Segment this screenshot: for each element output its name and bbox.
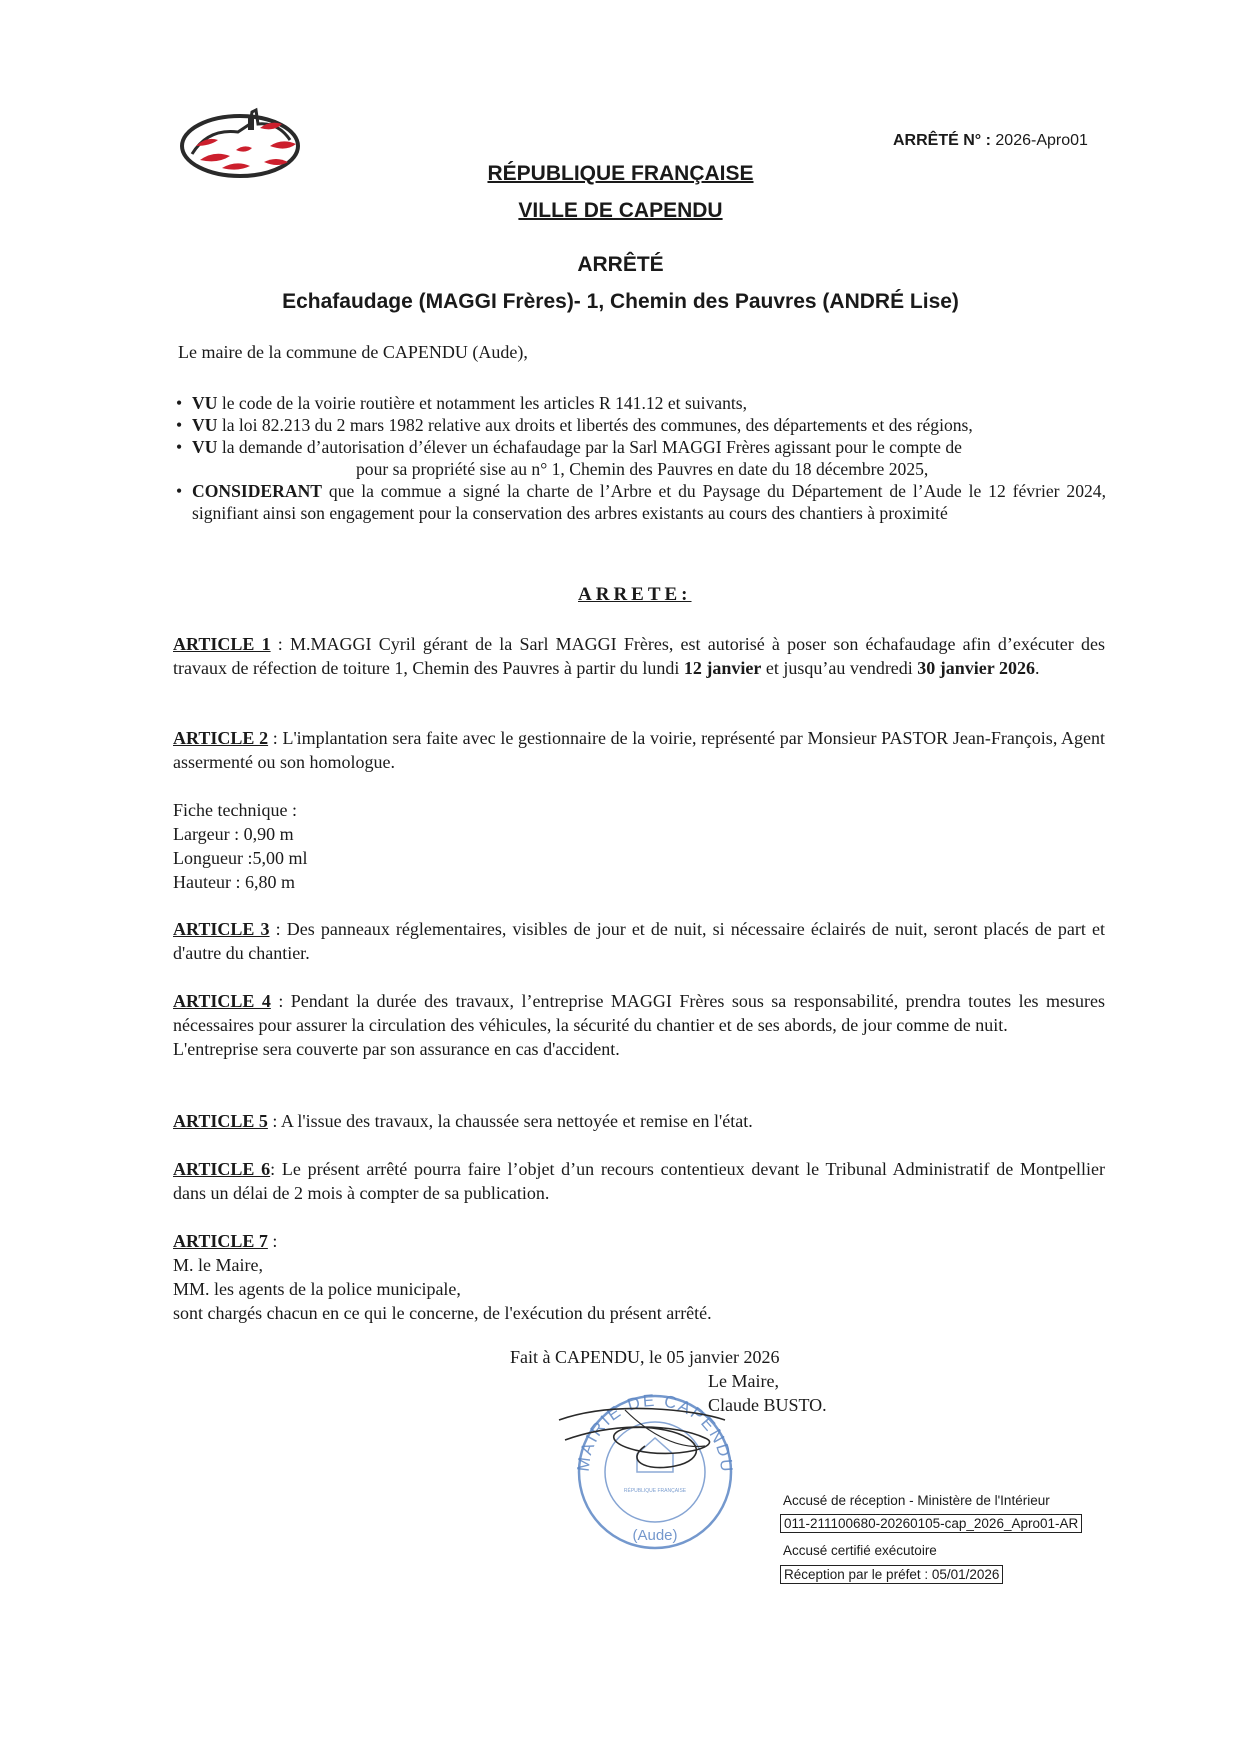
city-text: VILLE DE CAPENDU xyxy=(518,199,723,222)
article-label: ARTICLE 2 xyxy=(173,728,269,748)
visa-item xyxy=(176,414,1106,436)
article-label: ARTICLE 4 xyxy=(173,991,271,1011)
article-label: ARTICLE 1 xyxy=(173,634,271,654)
article-text: : xyxy=(267,1231,278,1251)
fiche-longueur: Longueur :5,00 ml xyxy=(173,848,308,868)
article-7 xyxy=(173,1229,1105,1325)
article-text: : Pendant la durée des travaux, l’entreprise MAGGI Frères sous sa responsabilité, prendra toutes les mesures nécessaires pour assurer la circulation des véhicules, la sécurité du chantier et de ses abords, de jour comme de nuit. xyxy=(173,991,1106,1035)
article-label: ARTICLE 3 xyxy=(173,919,270,939)
signature-name: Claude BUSTO. xyxy=(708,1395,827,1415)
article-text: : Le présent arrêté pourra faire l’objet d’un recours contentieux devant le Tribunal Administratif de Montpellier dans un délai de 2 mois à compter de sa publication. xyxy=(173,1159,1106,1203)
visa-lead: CONSIDERANT xyxy=(192,481,323,501)
article-text: . xyxy=(1034,658,1040,678)
accuse-certified: Accusé certifié exécutoire xyxy=(783,1543,937,1558)
start-date: 12 janvier xyxy=(683,658,762,678)
arrete-reference xyxy=(893,132,1088,150)
visa-text: le code de la voirie routière et notamment les articles R 141.12 et suivants, xyxy=(217,393,748,413)
article-label: ARTICLE 6 xyxy=(173,1159,271,1179)
fiche-hauteur: Hauteur : 6,80 m xyxy=(173,872,295,892)
fiche-title: Fiche technique : xyxy=(173,800,297,820)
reference-value: 2026-Apro01 xyxy=(995,132,1088,149)
visa-text: la loi 82.213 du 2 mars 1982 relative aux droits et libertés des communes, des départements et des régions, xyxy=(217,415,973,435)
city-heading xyxy=(0,199,1241,223)
article-text: : A l'issue des travaux, la chaussée sera nettoyée et remise en l'état. xyxy=(267,1111,753,1131)
article-6 xyxy=(173,1157,1105,1205)
visa-continuation: pour sa propriété sise au n° 1, Chemin des Pauvres en date du 18 décembre 2025, xyxy=(356,459,929,479)
visa-lead: VU xyxy=(192,437,218,457)
visa-text: que la commue a signé la charte de l’Arbre et du Paysage du Département de l’Aude le 12 février 2024, signifiant ainsi son engagement pour la conservation des arbres existants au cours des chantiers à proximité xyxy=(192,481,1106,523)
article-5 xyxy=(173,1109,1105,1133)
stamp-top-text: MAIRIE DE CAPENDU xyxy=(573,1390,737,1475)
mairie-stamp-and-signature xyxy=(555,1380,785,1550)
visa-lead: VU xyxy=(192,415,218,435)
reference-label: ARRÊTÉ N° : xyxy=(893,132,991,149)
republic-text: RÉPUBLIQUE FRANÇAISE xyxy=(487,162,754,185)
arrete-heading: ARRETE: xyxy=(578,584,692,605)
article-line: MM. les agents de la police municipale, xyxy=(173,1279,461,1299)
article-label: ARTICLE 7 xyxy=(173,1231,268,1251)
fiche-largeur: Largeur : 0,90 m xyxy=(173,824,294,844)
signature-place-date: Fait à CAPENDU, le 05 janvier 2026 xyxy=(510,1347,780,1367)
accuse-title: Accusé de réception - Ministère de l'Intérieur xyxy=(783,1493,1050,1508)
accuse-reception: Réception par le préfet : 05/01/2026 xyxy=(780,1565,1003,1584)
article-4 xyxy=(173,989,1105,1061)
subject-heading: Echafaudage (MAGGI Frères)- 1, Chemin des Pauvres (ANDRÉ Lise) xyxy=(282,290,959,313)
doc-type-heading: ARRÊTÉ xyxy=(577,253,664,276)
article-text-line: L'entreprise sera couverte par son assurance en cas d'accident. xyxy=(173,1039,620,1059)
article-text: : Des panneaux réglementaires, visibles de jour et de nuit, si nécessaire éclairés de nuit, seront placés de part et d'autre du chantier. xyxy=(173,919,1105,963)
accuse-id: 011-211100680-20260105-cap_2026_Apro01-AR xyxy=(780,1514,1082,1533)
article-text: et jusqu’au vendredi xyxy=(761,658,918,678)
visa-item xyxy=(176,480,1106,524)
signature-role: Le Maire, xyxy=(708,1371,779,1391)
visas-list xyxy=(176,392,1106,524)
article-text: : L'implantation sera faite avec le gestionnaire de la voirie, représenté par Monsieur PASTOR Jean-François, Agent assermenté ou son homologue. xyxy=(173,728,1105,772)
article-1 xyxy=(173,632,1105,680)
article-3 xyxy=(173,917,1105,965)
article-text: : M.MAGGI Cyril gérant de la Sarl MAGGI Frères, est autorisé à poser son échafaudage afin d’exécuter des travaux de réfection de toiture 1, Chemin des Pauvres à partir du lundi xyxy=(173,634,1105,678)
fiche-technique xyxy=(173,798,307,894)
visa-item xyxy=(176,436,1106,458)
visa-item xyxy=(176,392,1106,414)
intro-line: Le maire de la commune de CAPENDU (Aude), xyxy=(178,342,528,362)
end-date: 30 janvier 2026 xyxy=(917,658,1035,678)
article-2 xyxy=(173,726,1105,774)
republic-heading xyxy=(0,162,1241,186)
visa-text: la demande d’autorisation d’élever un échafaudage par la Sarl MAGGI Frères agissant pour le compte de xyxy=(217,437,962,457)
stamp-bottom-text: (Aude) xyxy=(632,1527,678,1544)
visa-lead: VU xyxy=(192,393,218,413)
article-label: ARTICLE 5 xyxy=(173,1111,268,1131)
stamp-center-text: RÉPUBLIQUE FRANÇAISE xyxy=(623,1488,687,1494)
svg-text:MAIRIE DE CAPENDU xyxy=(574,1391,737,1475)
article-line: sont chargés chacun en ce qui le concerne, de l'exécution du présent arrêté. xyxy=(173,1303,712,1323)
article-line: M. le Maire, xyxy=(173,1255,263,1275)
